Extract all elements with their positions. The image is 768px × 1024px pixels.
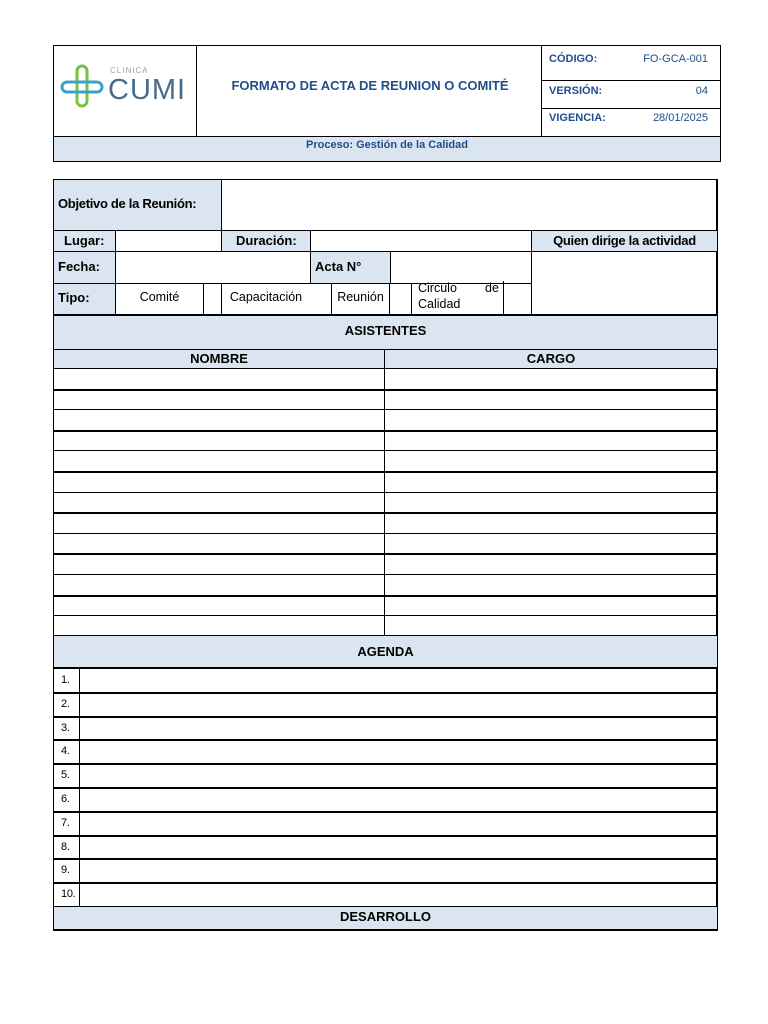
acta-field[interactable] <box>391 252 531 283</box>
agenda-title: AGENDA <box>357 644 414 659</box>
asistente-nombre-cell[interactable] <box>54 616 384 636</box>
agenda-item-number: 6. <box>61 793 70 805</box>
tipo-comite-label: Comité <box>139 290 180 304</box>
asistente-nombre-cell[interactable] <box>54 472 384 492</box>
asistente-nombre-cell[interactable] <box>54 369 384 389</box>
tipo-reunion-checkbox[interactable] <box>390 284 411 314</box>
asistente-cargo-cell[interactable] <box>385 451 717 471</box>
objetivo-field[interactable] <box>222 180 716 230</box>
asistente-cargo-cell[interactable] <box>385 410 717 430</box>
asistente-nombre-cell[interactable] <box>54 493 384 513</box>
fecha-field[interactable] <box>116 252 310 283</box>
agenda-item-number: 7. <box>61 817 70 829</box>
asistente-cargo-cell[interactable] <box>385 534 717 554</box>
agenda-item-field[interactable] <box>80 669 717 691</box>
col-cargo-header: CARGO <box>526 351 576 366</box>
agenda-item-field[interactable] <box>80 788 717 810</box>
proceso-label: Proceso: Gestión de la Calidad <box>306 139 468 151</box>
agenda-item-number: 4. <box>61 745 70 757</box>
asistente-cargo-cell[interactable] <box>385 554 717 574</box>
vigencia-value: 28/01/2025 <box>652 112 708 124</box>
agenda-item-number: 10. <box>61 888 76 900</box>
col-nombre-header: NOMBRE <box>190 351 248 366</box>
asistente-cargo-cell[interactable] <box>385 596 717 616</box>
agenda-item-number: 3. <box>61 722 70 734</box>
asistentes-title: ASISTENTES <box>344 323 427 338</box>
agenda-item-number: 2. <box>61 698 70 710</box>
agenda-item-number: 5. <box>61 769 70 781</box>
asistente-cargo-cell[interactable] <box>385 493 717 513</box>
agenda-item-number: 9. <box>61 864 70 876</box>
agenda-item-field[interactable] <box>80 812 717 834</box>
asistente-cargo-cell[interactable] <box>385 575 717 595</box>
quien-dirige-label: Quien dirige la actividad <box>553 233 696 248</box>
tipo-capacitacion-label: Capacitación <box>229 290 303 304</box>
desarrollo-title: DESARROLLO <box>340 909 431 924</box>
agenda-item-number: 8. <box>61 841 70 853</box>
asistente-nombre-cell[interactable] <box>54 596 384 616</box>
asistente-cargo-cell[interactable] <box>385 616 717 636</box>
medical-cross-logo-icon <box>58 62 110 114</box>
codigo-value: FO-GCA-001 <box>643 53 708 65</box>
lugar-label: Lugar: <box>64 233 105 248</box>
quien-dirige-field[interactable] <box>532 252 717 314</box>
vigencia-label: VIGENCIA: <box>549 112 606 124</box>
asistente-nombre-cell[interactable] <box>54 431 384 451</box>
objetivo-label: Objetivo de la Reunión: <box>58 196 197 211</box>
asistente-nombre-cell[interactable] <box>54 554 384 574</box>
asistente-cargo-cell[interactable] <box>385 431 717 451</box>
codigo-label: CÓDIGO: <box>549 53 598 65</box>
agenda-item-field[interactable] <box>80 740 717 762</box>
agenda-item-field[interactable] <box>80 883 717 905</box>
agenda-item-field[interactable] <box>80 764 717 786</box>
tipo-circulo-word1: Circulo <box>418 281 457 295</box>
lugar-field[interactable] <box>116 231 221 251</box>
acta-label: Acta N° <box>315 259 362 274</box>
version-value: 04 <box>695 85 708 97</box>
version-label: VERSIÓN: <box>549 85 603 97</box>
duracion-field[interactable] <box>311 231 531 251</box>
asistente-cargo-cell[interactable] <box>385 472 717 492</box>
asistente-nombre-cell[interactable] <box>54 410 384 430</box>
asistente-cargo-cell[interactable] <box>385 369 717 389</box>
asistente-nombre-cell[interactable] <box>54 513 384 533</box>
logo-small-text: CLINICA <box>110 66 149 75</box>
agenda-item-field[interactable] <box>80 859 717 881</box>
tipo-circulo-word2: de <box>485 281 499 295</box>
clinic-logo <box>58 58 192 118</box>
logo-big-text: CUMI <box>108 74 187 106</box>
agenda-item-number: 1. <box>61 674 70 686</box>
asistente-nombre-cell[interactable] <box>54 575 384 595</box>
tipo-label: Tipo: <box>58 290 90 305</box>
fecha-label: Fecha: <box>58 259 100 274</box>
agenda-item-field[interactable] <box>80 836 717 858</box>
tipo-comite-checkbox[interactable] <box>204 284 221 314</box>
document-title: FORMATO DE ACTA DE REUNION O COMITÉ <box>231 78 509 93</box>
asistente-nombre-cell[interactable] <box>54 534 384 554</box>
tipo-circulo-checkbox[interactable] <box>504 284 531 314</box>
tipo-circulo-word3: Calidad <box>418 297 461 311</box>
asistente-nombre-cell[interactable] <box>54 390 384 410</box>
agenda-item-field[interactable] <box>80 717 717 739</box>
tipo-capacitacion-checkbox[interactable] <box>311 284 331 314</box>
duracion-label: Duración: <box>236 233 297 248</box>
asistente-cargo-cell[interactable] <box>385 390 717 410</box>
asistente-cargo-cell[interactable] <box>385 513 717 533</box>
agenda-item-field[interactable] <box>80 693 717 715</box>
tipo-reunion-label: Reunión <box>337 290 384 304</box>
asistente-nombre-cell[interactable] <box>54 451 384 471</box>
